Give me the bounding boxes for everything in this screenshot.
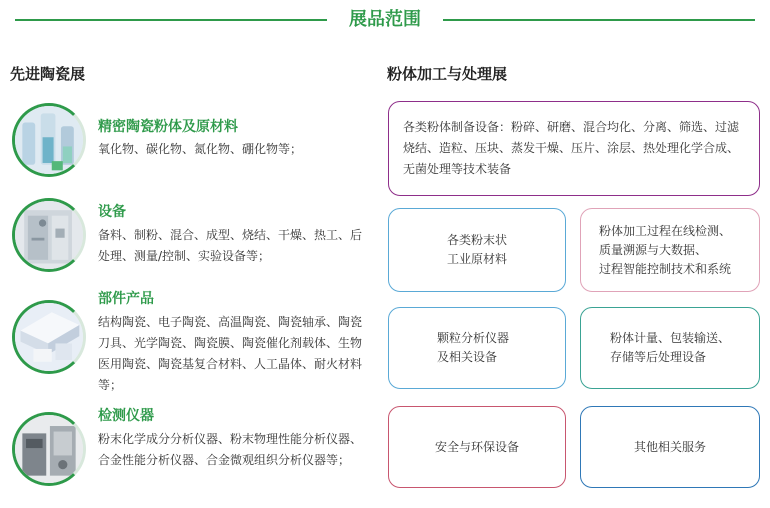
page-title: 展品范围 xyxy=(349,9,421,30)
card-raw-materials xyxy=(388,208,566,292)
exhibit-item-desc: 粉末化学成分分析仪器、粉末物理性能分析仪器、合金性能分析仪器、合金微观组织分析仪器等； xyxy=(98,432,363,467)
exhibit-item-desc: 氧化物、碳化物、氮化物、硼化物等； xyxy=(98,142,303,156)
card-text: 各类粉体制备设备：粉碎、研磨、混合均化、分离、筛选、过滤烧结、造粒、压块、蒸发干燥、压片、涂层、热处理化学合成、无菌处理等技术装备 xyxy=(403,120,740,176)
exhibit-item-title: 设备 xyxy=(98,204,126,220)
exhibit-item-equipment xyxy=(0,198,370,288)
lab-glassware-image xyxy=(12,103,86,177)
exhibit-item-parts xyxy=(0,291,370,400)
exhibit-item-title: 检测仪器 xyxy=(98,408,154,424)
card-text-line: 其他相关服务 xyxy=(633,439,706,454)
card-safety-environment xyxy=(388,406,566,488)
card-text-line: 过程智能控制技术和系统 xyxy=(599,261,732,276)
exhibit-item-powder-materials xyxy=(0,103,370,193)
card-online-detection xyxy=(580,208,760,292)
card-text-line: 工业原材料 xyxy=(446,252,507,266)
header-divider-left xyxy=(15,19,327,21)
card-particle-analyzer xyxy=(388,307,566,389)
exhibit-item-title: 部件产品 xyxy=(98,291,154,307)
card-text-line: 粉体计量、包装输送、 xyxy=(610,331,731,345)
exhibit-item-instruments xyxy=(0,408,370,502)
card-text-line: 存储等后处理设备 xyxy=(610,350,707,364)
exhibit-item-title: 精密陶瓷粉体及原材料 xyxy=(98,119,238,135)
card-powder-prep-equipment xyxy=(388,101,760,196)
card-metering-packaging xyxy=(580,307,760,389)
header-divider-right xyxy=(443,19,755,21)
industrial-machine-image xyxy=(12,198,86,272)
card-text-line: 质量溯源与大数据、 xyxy=(599,242,708,257)
section-title-powder: 粉体加工与处理展 xyxy=(387,65,508,83)
card-text-line: 安全与环保设备 xyxy=(434,439,519,454)
card-text-line: 颗粒分析仪器 xyxy=(437,331,510,345)
card-text-line: 粉体加工过程在线检测、 xyxy=(599,223,732,238)
exhibit-item-desc: 结构陶瓷、电子陶瓷、高温陶瓷、陶瓷轴承、陶瓷刀具、光学陶瓷、陶瓷膜、陶瓷催化剂载体、生物医用陶瓷、陶瓷基复合材料、人工晶体、耐火材料等； xyxy=(98,315,363,392)
section-title-ceramics: 先进陶瓷展 xyxy=(10,65,86,83)
exhibit-item-desc: 备料、制粉、混合、成型、烧结、干燥、热工、后处理、测量/控制、实验设备等； xyxy=(98,228,363,263)
card-other-services xyxy=(580,406,760,488)
card-text-line: 各类粉末状 xyxy=(446,233,507,247)
card-text-line: 及相关设备 xyxy=(437,350,498,364)
analyzer-instrument-image xyxy=(12,412,86,486)
ceramic-parts-image xyxy=(12,300,86,374)
